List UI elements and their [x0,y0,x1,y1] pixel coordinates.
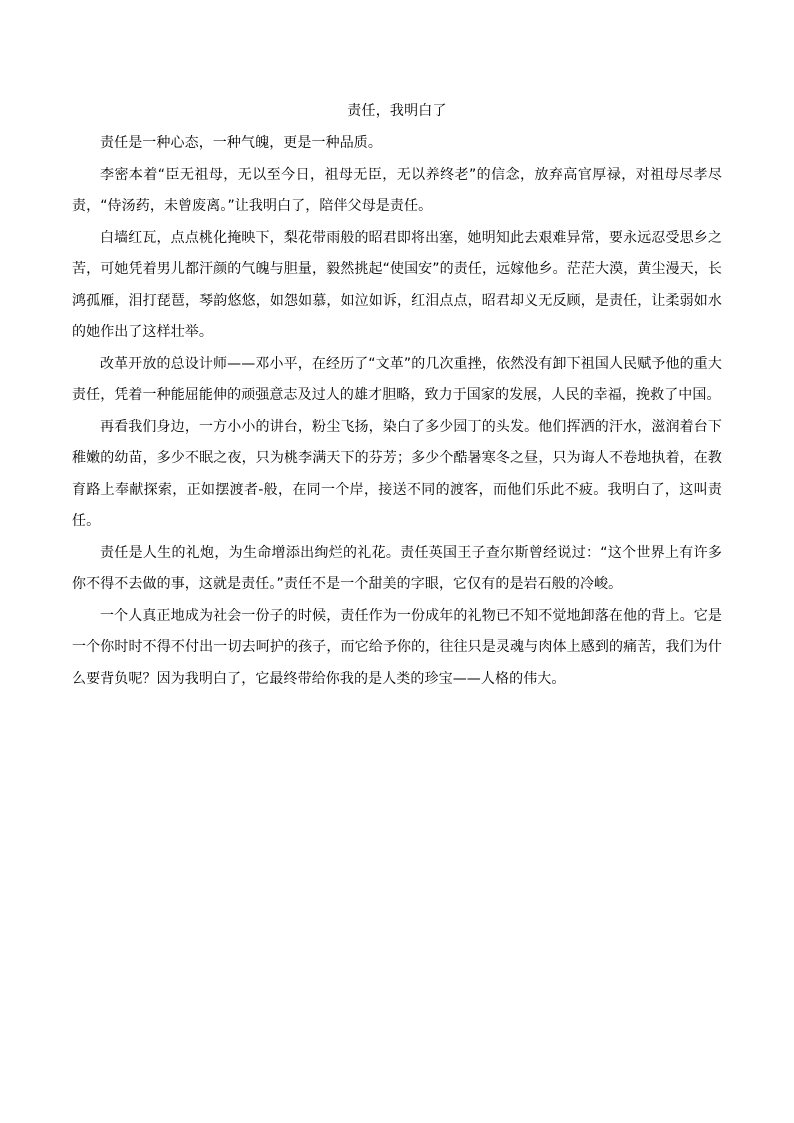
document-page [72,100,722,695]
paragraph-5: 再看我们身边，一方小小的讲台，粉尘飞扬，染白了多少园丁的头发。他们挥洒的汗水，滋润着台下稚嫩的幼苗，多少不眠之夜，只为桃李满天下的芬芳；多少个酷暑寒冬之昼，只为诲人不卷地执着，在教育路上奉献探索，正如摆渡者-般，在同一个岸，接送不同的渡客，而他们乐此不疲。我明白了，这叫责任。 [72,418,722,529]
paragraph-7: 一个人真正地成为社会一份子的时候，责任作为一份成年的礼物已不知不觉地卸落在他的背上。它是一个你时时不得不付出一切去呵护的孩子，而它给予你的，往往只是灵魂与肉体上感到的痛苦，我们为什么要背负呢？因为我明白了，它最终带给你我的是人类的珍宝——人格的伟大。 [72,607,722,687]
paragraph-1: 责任是一种心态，一种气魄，更是一种品质。 [100,135,382,151]
paragraph-3: 白墙红瓦，点点桃化掩映下，梨花带雨般的昭君即将出塞，她明知此去艰难异常，要永远忍受思乡之苦，可她凭着男儿都汗颜的气魄与胆量，毅然挑起“使国安”的责任，远嫁他乡。茫茫大漠，黄尘漫天，长鸿孤雁，泪打琵琶，琴韵悠悠，如怨如慕，如泣如诉，红泪点点，昭君却义无反顾，是责任，让柔弱如水的她作出了这样壮举。 [72,229,722,340]
paragraph-4: 改革开放的总设计师——邓小平，在经历了“文革”的几次重挫，依然没有卸下祖国人民赋予他的重大责任，凭着一种能屈能伸的顽强意志及过人的雄才胆略，致力于国家的发展，人民的幸福，挽救了中国。 [72,355,722,403]
paragraph-2: 李密本着“臣无祖母，无以至今日，祖母无臣，无以养终老”的信念，放弃高官厚禄，对祖母尽孝尽责，“侍汤药，未曾废离。”让我明白了，陪伴父母是责任。 [72,166,722,214]
paragraph-6: 责任是人生的礼炮，为生命增添出绚烂的礼花。责任英国王子查尔斯曾经说过：“这个世界上有许多你不得不去做的事，这就是责任。”责任不是一个甜美的字眼，它仅有的是岩石般的冷峻。 [72,544,722,592]
document-title: 责任，我明白了 [347,103,447,119]
